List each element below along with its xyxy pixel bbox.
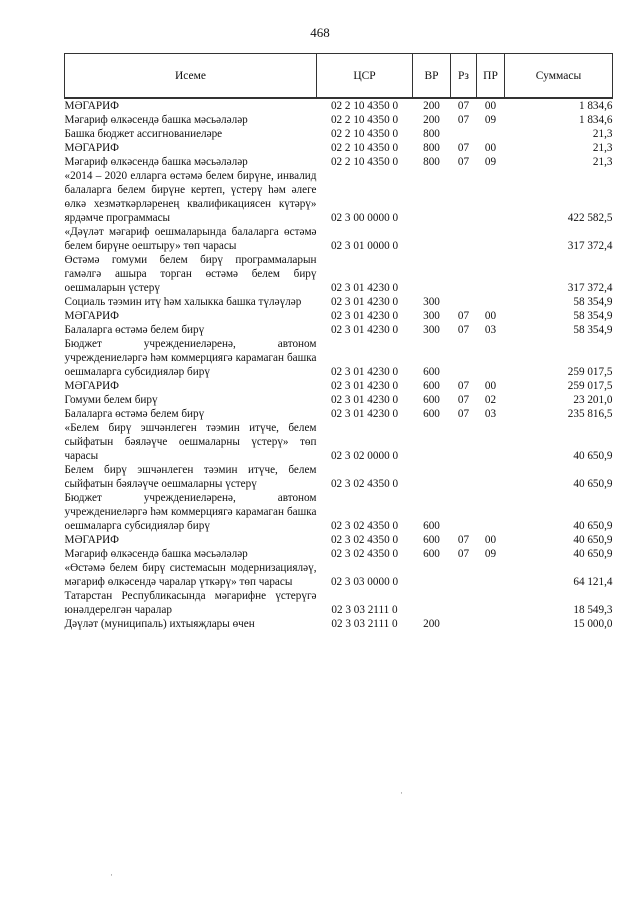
cell-csr: 02 3 03 2111 0	[331, 618, 398, 630]
cell-pr	[477, 337, 505, 379]
table-row	[65, 225, 613, 253]
cell-sum: 58 354,9	[573, 296, 613, 308]
cell-pr: 09	[484, 156, 497, 168]
cell-rz	[451, 169, 477, 225]
cell-pr: 00	[484, 380, 497, 392]
header-rz: Рз	[451, 54, 477, 99]
cell-name: Балаларга өстәмә белем бирү	[64, 408, 205, 420]
cell-rz	[451, 337, 477, 379]
cell-pr	[477, 463, 505, 491]
cell-rz	[451, 127, 477, 141]
cell-sum: 40 650,9	[573, 520, 613, 532]
table-row	[65, 407, 613, 421]
cell-pr	[477, 169, 505, 225]
cell-sum: 259 017,5	[567, 366, 613, 378]
table-row	[65, 141, 613, 155]
cell-name: МӘГАРИФ	[64, 142, 119, 154]
cell-csr: 02 3 01 4230 0	[330, 324, 399, 336]
table-row	[65, 323, 613, 337]
cell-pr: 09	[484, 114, 497, 126]
cell-vr	[413, 589, 451, 617]
cell-pr: 00	[484, 142, 497, 154]
cell-rz	[451, 421, 477, 463]
cell-rz: 07	[457, 408, 470, 420]
cell-pr	[477, 225, 505, 253]
cell-sum: 1 834,6	[578, 100, 613, 112]
cell-name: Мәгариф өлкәсендә башка мәсьәләләр	[64, 548, 248, 560]
cell-rz	[451, 617, 477, 631]
cell-csr: 02 3 02 0000 0	[330, 450, 399, 462]
cell-csr: 02 3 02 4350 0	[330, 478, 399, 490]
table-row	[65, 463, 613, 491]
table-row	[65, 113, 613, 127]
cell-name: Бюджет учреждениеләренә, автоном учреждениеләргә һәм коммерциягә карамаган башка оешмаларга субсидияләр бирү	[64, 492, 317, 532]
table-row	[65, 589, 613, 617]
table-row	[65, 337, 613, 379]
table-row	[65, 533, 613, 547]
cell-vr: 600	[423, 520, 440, 532]
cell-rz	[451, 225, 477, 253]
table-row	[65, 253, 613, 295]
cell-name: «Белем бирү эшчәнлеген тәэмин итүче, белем сыйфатын бәяләүче оешмаларны үстерү» төп чарасы	[64, 422, 317, 462]
cell-sum: 21,3	[592, 128, 613, 140]
header-vr: ВР	[413, 54, 451, 99]
table-row	[65, 421, 613, 463]
cell-csr: 02 3 01 4230 0	[330, 394, 399, 406]
cell-name: Социаль тәэмин итү һәм халыкка башка түләүләр	[64, 296, 302, 308]
cell-rz	[451, 253, 477, 295]
cell-csr: 02 3 01 4230 0	[330, 380, 399, 392]
table-row	[65, 98, 613, 113]
header-pr: ПР	[477, 54, 505, 99]
table-row	[65, 393, 613, 407]
cell-sum: 317 372,4	[567, 282, 613, 294]
cell-csr: 02 2 10 4350 0	[330, 100, 399, 112]
cell-sum: 40 650,9	[573, 548, 613, 560]
cell-vr: 200	[423, 100, 440, 112]
cell-vr	[413, 169, 451, 225]
cell-vr: 600	[423, 408, 440, 420]
cell-pr: 03	[484, 408, 497, 420]
cell-rz	[451, 491, 477, 533]
cell-csr: 02 2 10 4350 0	[330, 114, 399, 126]
page-number: 468	[310, 25, 330, 40]
cell-name: Башка бюджет ассигнованиеләре	[64, 128, 223, 140]
cell-vr: 800	[423, 156, 440, 168]
cell-csr: 02 3 01 4230 0	[330, 310, 399, 322]
cell-csr: 02 3 03 0000 0	[330, 576, 399, 588]
cell-name: МӘГАРИФ	[64, 534, 119, 546]
table-row	[65, 379, 613, 393]
cell-csr: 02 2 10 4350 0	[330, 156, 399, 168]
cell-pr: 03	[484, 324, 497, 336]
cell-rz: 07	[457, 114, 470, 126]
cell-name: Бюджет учреждениеләренә, автоном учреждениеләргә һәм коммерциягә карамаган башка оешмаларга субсидияләр бирү	[64, 338, 317, 378]
cell-name: МӘГАРИФ	[64, 100, 119, 112]
cell-name: Өстәмә гомуми белем бирү программаларын гамәлгә ашыра торган өстәмә белем бирү оешмаларын үстерү	[64, 254, 317, 294]
cell-name: Татарстан Республикасында мәгарифне үстерүгә юнәлдерелгән чаралар	[64, 590, 317, 616]
cell-pr: 00	[484, 310, 497, 322]
cell-vr	[413, 421, 451, 463]
table-row	[65, 547, 613, 561]
cell-sum: 18 549,3	[573, 604, 613, 616]
cell-sum: 1 834,6	[578, 114, 613, 126]
cell-rz: 07	[457, 380, 470, 392]
cell-pr	[477, 589, 505, 617]
cell-pr: 09	[484, 548, 497, 560]
cell-pr	[477, 421, 505, 463]
cell-pr	[477, 617, 505, 631]
cell-vr: 300	[423, 310, 440, 322]
cell-csr: 02 3 01 4230 0	[330, 366, 399, 378]
cell-sum: 317 372,4	[567, 240, 613, 252]
cell-sum: 15 000,0	[573, 618, 613, 630]
cell-vr: 300	[423, 324, 440, 336]
cell-vr: 200	[423, 114, 440, 126]
cell-rz: 07	[457, 100, 470, 112]
cell-csr: 02 3 02 4350 0	[330, 548, 399, 560]
scan-speck: ·	[400, 788, 403, 798]
cell-name: Мәгариф өлкәсендә башка мәсьәләләр	[64, 114, 248, 126]
cell-sum: 235 816,5	[567, 408, 613, 420]
cell-name: «2014 – 2020 елларга өстәмә белем бирүне, инвалид балаларга белем бирүне кертеп, үстерү һәм әлеге өлкә хезмәткәрләренең квалификациясен күтәрү» ярдәмче программасы	[64, 170, 317, 224]
cell-name: «Өстәмә белем бирү системасын модернизацияләү, мәгариф өлкәсендә чаралар үткәрү» төп чарасы	[64, 562, 317, 588]
table-row	[65, 617, 613, 631]
cell-pr: 00	[484, 534, 497, 546]
cell-vr: 800	[423, 128, 440, 140]
cell-csr: 02 2 10 4350 0	[330, 142, 399, 154]
cell-sum: 21,3	[592, 142, 613, 154]
cell-name: Гомуми белем бирү	[64, 394, 158, 406]
cell-pr	[477, 295, 505, 309]
cell-vr: 600	[423, 534, 440, 546]
cell-sum: 58 354,9	[573, 310, 613, 322]
cell-csr: 02 3 01 0000 0	[330, 240, 399, 252]
cell-sum: 64 121,4	[573, 576, 613, 588]
cell-csr: 02 3 01 4230 0	[330, 282, 399, 294]
table-row	[65, 155, 613, 169]
header-name: Исеме	[65, 54, 317, 99]
cell-name: МӘГАРИФ	[64, 380, 119, 392]
cell-rz: 07	[457, 156, 470, 168]
cell-csr: 02 3 01 4230 0	[330, 296, 399, 308]
cell-pr: 02	[484, 394, 497, 406]
budget-table	[64, 53, 613, 631]
cell-pr	[477, 561, 505, 589]
cell-csr: 02 3 00 0000 0	[330, 212, 399, 224]
table-row	[65, 491, 613, 533]
cell-pr	[477, 491, 505, 533]
cell-vr: 800	[423, 142, 440, 154]
cell-name: Мәгариф өлкәсендә башка мәсьәләләр	[64, 156, 248, 168]
cell-name: МӘГАРИФ	[64, 310, 119, 322]
cell-sum: 58 354,9	[573, 324, 613, 336]
cell-rz	[451, 561, 477, 589]
cell-vr: 600	[423, 548, 440, 560]
cell-vr	[413, 561, 451, 589]
cell-vr: 300	[423, 296, 440, 308]
cell-name: «Дәүләт мәгариф оешмаларында балаларга өстәмә белем бирүне оештыру» төп чарасы	[64, 226, 317, 252]
header-sum: Суммасы	[505, 54, 613, 99]
cell-vr	[413, 253, 451, 295]
table-header	[65, 54, 613, 99]
cell-name: Балаларга өстәмә белем бирү	[64, 324, 205, 336]
cell-csr: 02 3 01 4230 0	[330, 408, 399, 420]
cell-vr: 600	[423, 366, 440, 378]
table-row	[65, 309, 613, 323]
cell-name: Белем бирү эшчәнлеген тәэмин итүче, белем сыйфатын бәяләүче оешмаларны үстерү	[64, 464, 317, 490]
cell-vr	[413, 225, 451, 253]
cell-sum: 23 201,0	[573, 394, 613, 406]
cell-vr: 600	[423, 394, 440, 406]
cell-name: Дәүләт (муниципаль) ихтыяҗлары өчен	[64, 618, 255, 630]
cell-sum: 40 650,9	[573, 450, 613, 462]
cell-sum: 21,3	[592, 156, 613, 168]
cell-rz	[451, 463, 477, 491]
table-body	[65, 98, 613, 631]
cell-rz: 07	[457, 394, 470, 406]
cell-pr	[477, 253, 505, 295]
cell-rz: 07	[457, 142, 470, 154]
cell-rz: 07	[457, 324, 470, 336]
table-row	[65, 127, 613, 141]
cell-pr	[477, 127, 505, 141]
cell-csr: 02 3 02 4350 0	[330, 534, 399, 546]
cell-vr: 600	[423, 380, 440, 392]
table-row	[65, 295, 613, 309]
header-csr: ЦСР	[317, 54, 413, 99]
cell-csr: 02 2 10 4350 0	[330, 128, 399, 140]
cell-vr	[413, 463, 451, 491]
cell-sum: 40 650,9	[573, 534, 613, 546]
cell-rz	[451, 589, 477, 617]
cell-rz: 07	[457, 534, 470, 546]
cell-sum: 422 582,5	[567, 212, 613, 224]
table-row	[65, 169, 613, 225]
cell-vr: 200	[423, 618, 440, 630]
cell-pr: 00	[484, 100, 497, 112]
cell-csr: 02 3 02 4350 0	[330, 520, 399, 532]
cell-sum: 259 017,5	[567, 380, 613, 392]
scan-speck: ·	[110, 870, 113, 880]
cell-rz: 07	[457, 548, 470, 560]
table-row	[65, 561, 613, 589]
cell-rz: 07	[457, 310, 470, 322]
cell-rz	[451, 295, 477, 309]
cell-sum: 40 650,9	[573, 478, 613, 490]
cell-csr: 02 3 03 2111 0	[331, 604, 398, 616]
